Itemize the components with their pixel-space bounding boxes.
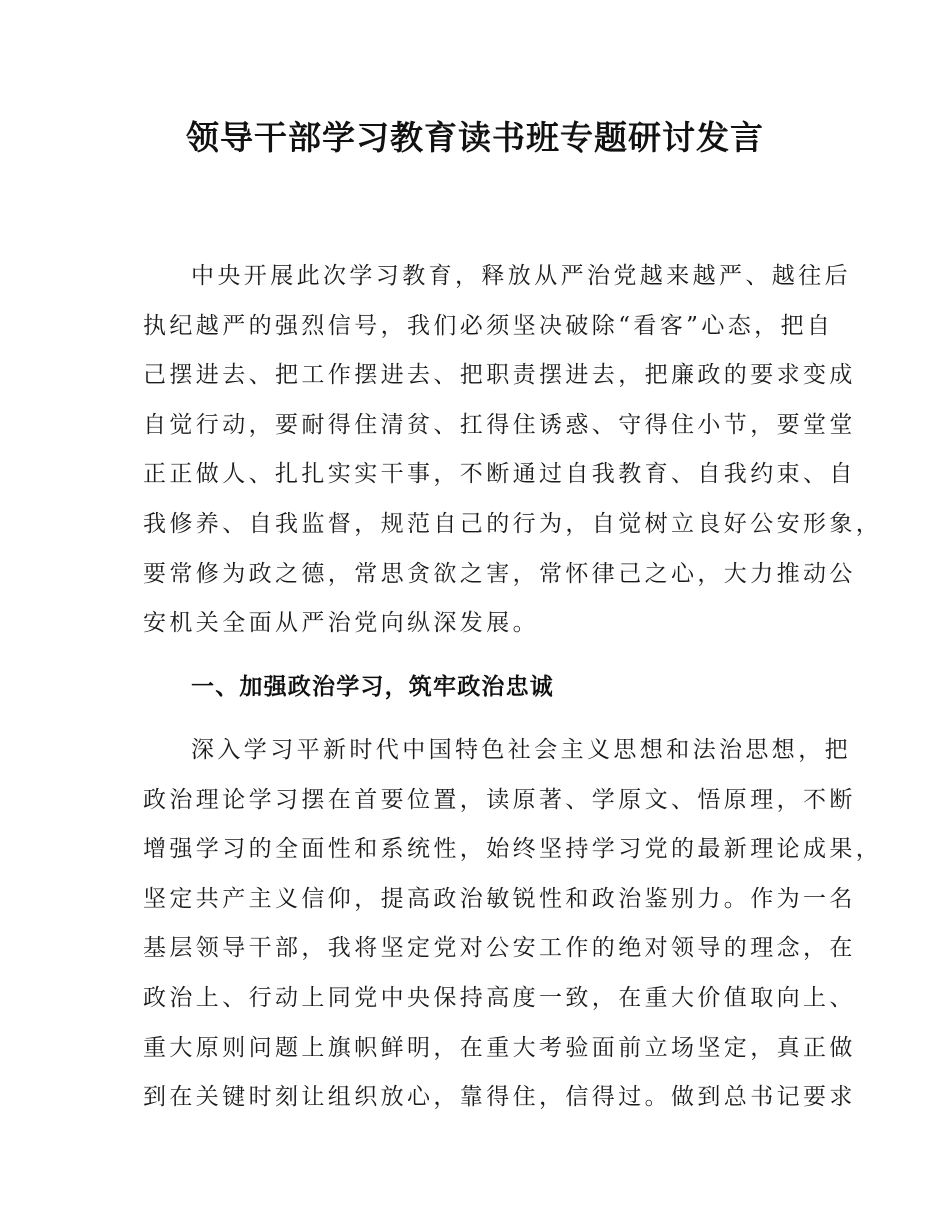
paragraph-line: 政治上、行动上同党中央保持高度一致，在重大价值取向上、 xyxy=(143,984,856,1011)
paragraph-line: 政治理论学习摆在首要位置，读原著、学原文、悟原理，不断 xyxy=(143,786,856,813)
paragraph-intro xyxy=(143,252,883,649)
paragraph-line: 执纪越严的强烈信号，我们必须坚决破除“看客”心态，把自 xyxy=(143,312,834,339)
section-heading-1: 一、加强政治学习，筑牢政治忠诚 xyxy=(191,674,554,700)
paragraph-line: 重大原则问题上旗帜鲜明，在重大考验面前立场坚定，真正做 xyxy=(143,1034,856,1061)
paragraph-line: 自觉行动，要耐得住清贫、扛得住诱惑、守得住小节，要堂堂 xyxy=(143,411,856,438)
paragraph-line: 中央开展此次学习教育，释放从严治党越来越严、越往后 xyxy=(191,263,851,289)
document-title: 领导干部学习教育读书班专题研讨发言 xyxy=(186,118,764,157)
paragraph-line: 己摆进去、把工作摆进去、把职责摆进去，把廉政的要求变成 xyxy=(143,362,856,389)
paragraph-line: 要常修为政之德，常思贪欲之害，常怀律己之心，大力推动公 xyxy=(143,560,856,587)
paragraph-line: 增强学习的全面性和系统性，始终坚持学习党的最新理论成果， xyxy=(143,836,883,863)
paragraph-line: 坚定共产主义信仰，提高政治敏锐性和政治鉴别力。作为一名 xyxy=(143,885,856,912)
paragraph-line: 安机关全面从严治党向纵深发展。 xyxy=(143,610,539,637)
paragraph-line: 我修养、自我监督，规范自己的行为，自觉树立良好公安形象， xyxy=(143,510,883,537)
paragraph-line: 到在关键时刻让组织放心，靠得住，信得过。做到总书记要求 xyxy=(143,1084,856,1111)
paragraph-line: 基层领导干部，我将坚定党对公安工作的绝对领导的理念，在 xyxy=(143,935,856,962)
paragraph-line: 正正做人、扎扎实实干事，不断通过自我教育、自我约束、自 xyxy=(143,461,856,488)
paragraph-section-1 xyxy=(143,726,883,1123)
paragraph-line: 深入学习平新时代中国特色社会主义思想和法治思想，把 xyxy=(191,737,851,763)
